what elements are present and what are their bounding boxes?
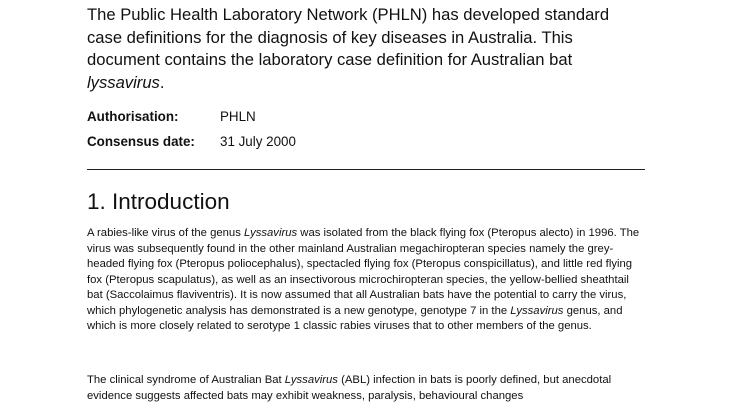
consensus-date-label: Consensus date: — [87, 134, 195, 149]
introduction-paragraph-2 — [87, 373, 642, 404]
section-divider — [87, 169, 645, 170]
para1-text-e: genus, and which is more closely related to serotype 1 classic rabies viruses that to other members of the genus. — [87, 304, 623, 333]
para2-genus-italic: Lyssavirus — [284, 374, 338, 386]
intro-italic-term: lyssavirus — [87, 72, 160, 92]
section-heading: 1. Introduction — [87, 189, 230, 214]
intro-text: The Public Health Laboratory Network (PHLN) has developed standard case definitions for the diagnosis of key diseases in Australia. This document contains the laboratory case definition for Australian bat — [87, 5, 610, 69]
intro-end: . — [159, 72, 165, 92]
para1-text-a: A rabies-like virus of the genus — [87, 227, 244, 239]
intro-paragraph — [87, 4, 647, 94]
consensus-date-value: 31 July 2000 — [220, 134, 296, 149]
para2-text-c: (ABL) infection in bats is poorly defined, but anecdotal evidence suggests affected bats may exhibit weakness, paralysis, behavioural changes — [87, 374, 612, 402]
para1-text-c: was isolated from the black flying fox (Pteropus alecto) in 1996. The virus was subsequently found in the other mainland Australian megachiropteran species namely the grey-headed flying fox (Pteropus poliocephalus), spectacled flying fox (Pteropus conspicillatus), and little red flying fox (Pteropus scapulatus), as well as an insectivorous microchiropteran species, the yellow-bellied sheathtail bat (Saccolaimus flaviventris). It is now assumed that all Australian bats have the potential to carry the virus, which phylogenetic analysis has demonstrated is a new genotype, genotype 7 in the — [87, 227, 640, 317]
para1-genus-italic: Lyssavirus — [243, 227, 298, 239]
authorisation-label: Authorisation: — [87, 109, 179, 124]
para1-genus-italic-2: Lyssavirus — [510, 304, 564, 317]
introduction-paragraph-1 — [87, 226, 642, 335]
authorisation-value: PHLN — [220, 109, 256, 124]
para2-text-a: The clinical syndrome of Australian Bat — [87, 374, 285, 386]
